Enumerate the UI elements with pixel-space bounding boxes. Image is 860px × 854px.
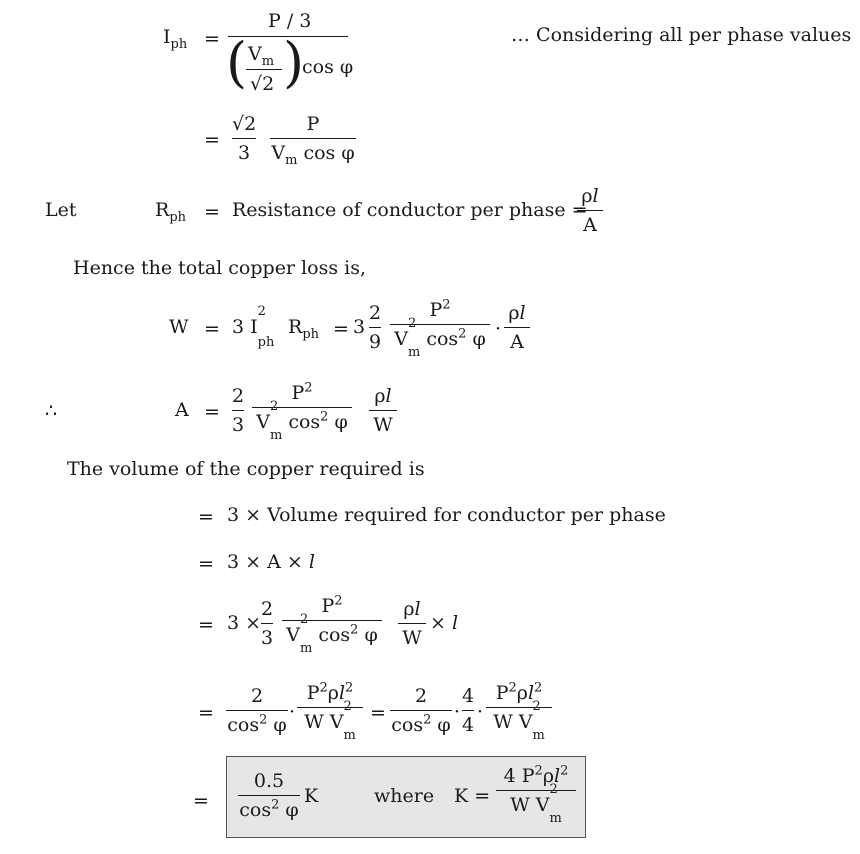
fraction-rho-l-over-a	[577, 186, 603, 236]
k-equals: K =	[454, 785, 491, 807]
denominator: $\cos^2 \varphi$	[391, 712, 451, 736]
fraction-2-over-3	[261, 599, 273, 649]
numerator: 4	[462, 685, 475, 707]
fraction-2-over-cos2	[226, 686, 288, 736]
comment-per-phase: … Considering all per phase values	[511, 24, 852, 46]
numerator: $P^2\rho l^2$	[306, 680, 354, 704]
equals-sign: =	[204, 401, 220, 423]
k-symbol: K	[304, 785, 319, 807]
numerator: 2	[261, 598, 274, 620]
fraction-bar	[232, 410, 244, 411]
fraction-bar	[462, 710, 474, 711]
denominator: W V 2 $_m$	[493, 698, 545, 743]
equals-sign: =	[204, 28, 220, 50]
denominator: W V 2 $_m$	[304, 698, 356, 743]
fraction-p2-over-vm2-cos2	[390, 297, 490, 360]
equals-sign: =	[198, 553, 214, 575]
therefore-symbol: ∴	[45, 400, 58, 422]
equals-sign: =	[204, 201, 220, 223]
three-i-ph-squared: 3 I 2 $_{ph}$	[232, 304, 275, 350]
where-word: where	[374, 785, 435, 807]
equals-sign: =	[193, 790, 209, 812]
denominator: A	[583, 213, 597, 236]
equals-sign: =	[204, 129, 220, 151]
fraction-bar	[369, 410, 397, 411]
numerator: $P^2\rho l^2$	[495, 680, 543, 704]
a-symbol: A	[175, 399, 189, 421]
fraction-4p2-rho-l2-over-w-vm2	[496, 763, 576, 826]
dot-operator-3: ·	[477, 701, 484, 723]
fraction-p2-rho-l2-over-w-vm2-b	[486, 680, 552, 743]
denominator: W	[373, 413, 393, 436]
denominator: W	[402, 626, 422, 649]
fraction-bar	[232, 138, 256, 139]
text-copper-loss: Hence the total copper loss is,	[73, 257, 366, 279]
numerator: 0.5	[253, 770, 285, 792]
fraction-4-over-4	[462, 686, 474, 736]
times-l: × l	[430, 612, 459, 634]
denominator: A	[510, 330, 524, 353]
numerator: ρl	[403, 598, 421, 620]
denominator: $\cos^2 \varphi$	[239, 797, 299, 821]
denominator: V 2 $_m$ $\cos^2 \varphi$	[256, 398, 348, 443]
fraction-sqrt2-over-3	[232, 114, 256, 164]
fraction-bar	[226, 710, 288, 711]
fraction-bar	[486, 707, 552, 708]
numerator: ρl	[581, 185, 599, 207]
left-paren: (	[226, 31, 248, 94]
fraction-numerator: P / 3	[268, 10, 312, 32]
numerator: ρl	[374, 385, 392, 407]
dot-operator: ·	[289, 701, 296, 723]
fraction-bar	[369, 327, 381, 328]
resistance-text: Resistance of conductor per phase =	[232, 199, 588, 221]
fraction-p2-over-vm2-cos2	[282, 593, 382, 656]
three: 3	[353, 316, 366, 338]
volume-text: 3 × Volume required for conductor per phase	[227, 504, 666, 526]
text-volume: The volume of the copper required is	[67, 458, 425, 480]
fraction-2-over-3	[232, 386, 244, 436]
fraction-bar	[261, 623, 273, 624]
fraction-bar	[504, 327, 530, 328]
fraction-2-over-9	[369, 303, 381, 353]
numerator: $P^2$	[429, 297, 451, 321]
sqrt-two: √2	[250, 73, 275, 95]
numerator: 2	[414, 685, 428, 707]
denominator: 4	[462, 713, 475, 736]
denominator: $\cos^2 \varphi$	[227, 712, 287, 736]
numerator: ρl	[508, 302, 526, 324]
fraction-2-over-cos2-b	[390, 686, 452, 736]
dot-operator-2: ·	[454, 701, 461, 723]
equals-sign: =	[198, 702, 214, 724]
fraction-bar	[270, 138, 356, 139]
w-symbol: W	[169, 316, 189, 338]
fraction-bar	[390, 710, 452, 711]
let-word: Let	[45, 199, 77, 221]
numerator: √2	[232, 113, 257, 135]
inner-fraction-bar	[246, 69, 282, 70]
fraction-rho-l-over-w	[369, 386, 397, 436]
equals-sign: =	[198, 506, 214, 528]
equals-sign: =	[198, 614, 214, 636]
denominator: W V 2 $_m$	[510, 781, 562, 826]
fraction-p2-rho-l2-over-w-vm2	[297, 680, 363, 743]
fraction-rho-l-over-a	[504, 303, 530, 353]
dot-operator: ·	[495, 318, 502, 340]
rph-symbol: $R_{ph}$	[155, 199, 187, 225]
fraction-bar	[282, 620, 382, 621]
denominator: $V_m$ cos φ	[271, 141, 355, 168]
denominator: V 2 $_m$ $\cos^2 \varphi$	[394, 315, 486, 360]
numerator: $P^2$	[291, 380, 313, 404]
fraction-bar	[252, 407, 352, 408]
fraction-rho-l-over-w	[398, 599, 426, 649]
fraction-bar	[390, 324, 490, 325]
cos-phi: cos φ	[302, 56, 354, 78]
equals-sign-2: =	[333, 318, 349, 340]
right-paren: )	[283, 31, 305, 94]
numerator: 2	[369, 302, 382, 324]
fraction-bar	[238, 795, 300, 796]
equals-sign-2: =	[370, 702, 386, 724]
numerator: $P^2$	[321, 593, 343, 617]
fraction-bar	[577, 210, 603, 211]
fraction-bar	[297, 707, 363, 708]
denominator: 3	[232, 413, 245, 436]
fraction-bar	[496, 790, 576, 791]
iph-symbol: $I_{ph}$	[163, 26, 188, 52]
three-times: 3 ×	[227, 612, 262, 634]
denominator: 3	[238, 141, 251, 164]
fraction-bar	[398, 623, 426, 624]
three-a-l: 3 × A × l	[227, 551, 315, 573]
rph-symbol: $R_{ph}$	[288, 316, 320, 342]
vm-symbol: $V_m$	[248, 43, 275, 69]
fraction-p-over-vm-cos	[270, 113, 356, 168]
denominator: 3	[261, 626, 274, 649]
equals-sign: =	[204, 318, 220, 340]
fraction-p2-over-vm2-cos2	[252, 380, 352, 443]
numerator: 2	[232, 385, 245, 407]
fraction-05-over-cos2	[238, 771, 300, 821]
numerator: 4 $P^2\rho l^2$	[503, 763, 569, 787]
denominator: V 2 $_m$ $\cos^2 \varphi$	[286, 611, 378, 656]
numerator: P	[306, 113, 320, 135]
numerator: 2	[250, 685, 264, 707]
denominator: 9	[369, 330, 382, 353]
